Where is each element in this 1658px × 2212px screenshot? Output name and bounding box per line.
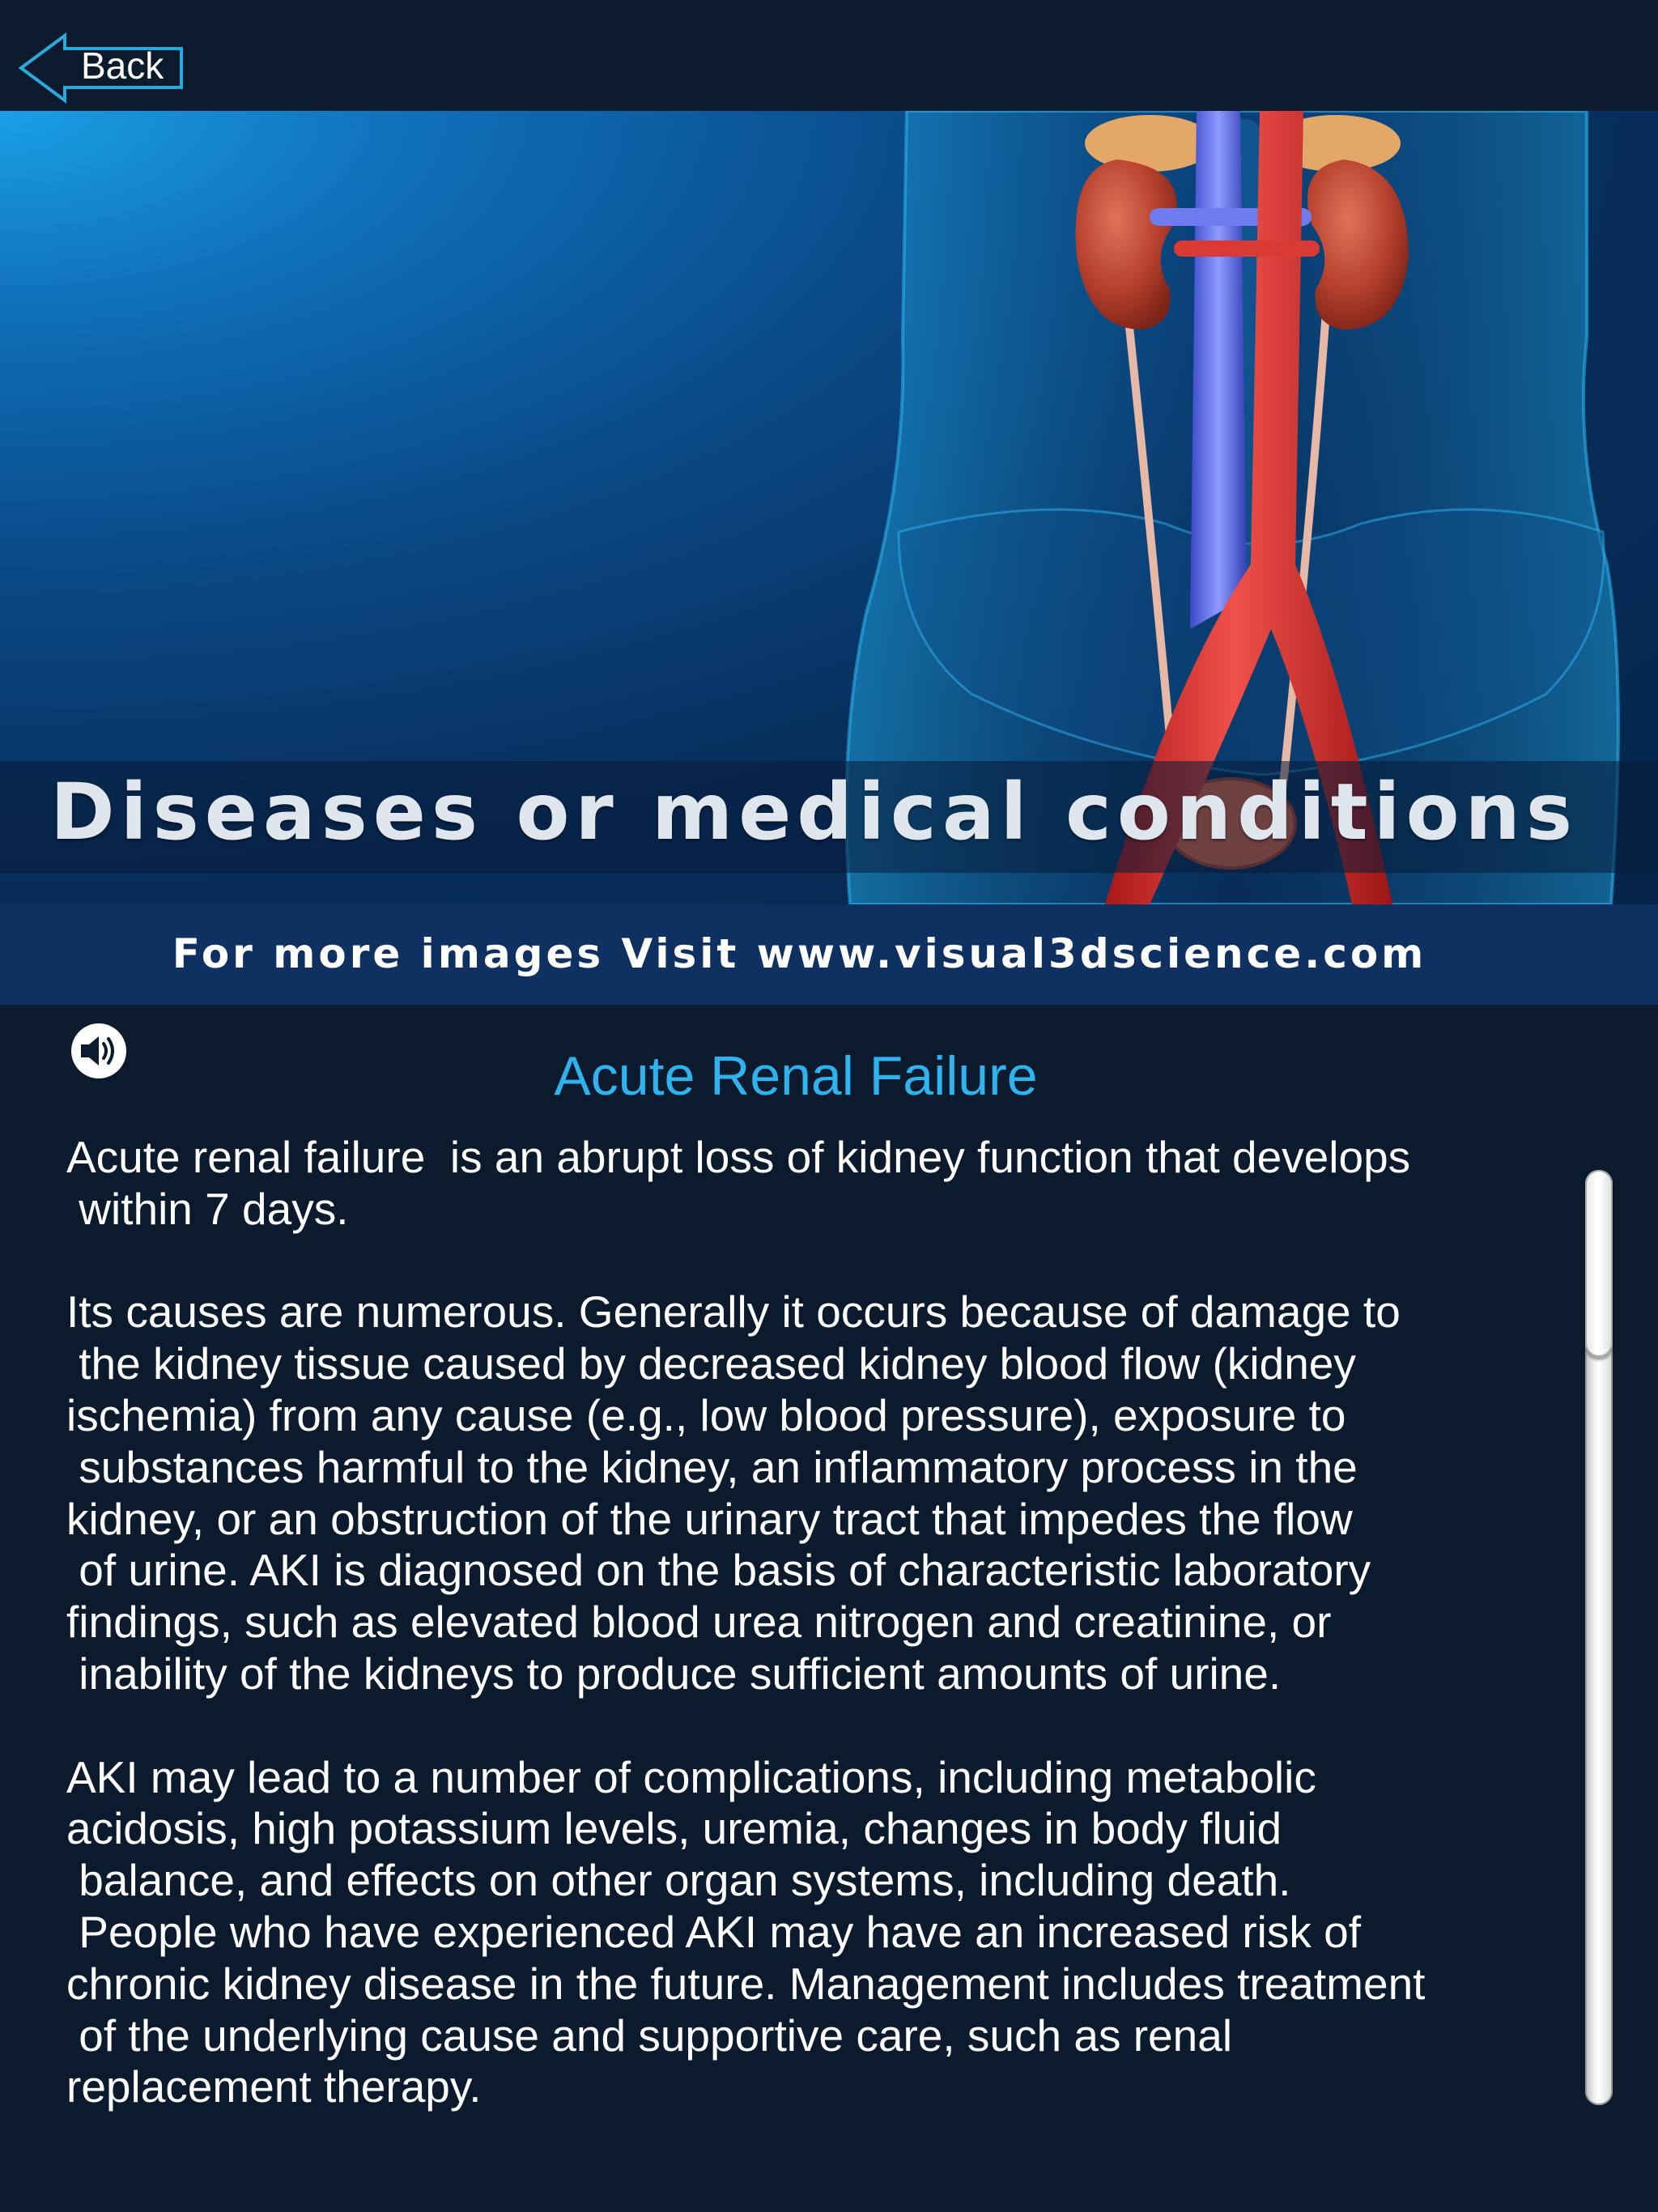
article-title: Acute Renal Failure [554, 1045, 1038, 1107]
scrollbar-thumb[interactable] [1585, 1170, 1613, 1357]
back-button[interactable] [18, 31, 185, 105]
article-body-text: Acute renal failure is an abrupt loss of kidney function that develops within 7 days. Its causes are numerous. Generally it occurs because of damage to the kidney tissue caused by decreased kidney blood flow (kidney ischemia) from any cause (e.g., low blood pressure), exposure to substances harmful to the kidney, an inflammatory process in the kidney, or an obstruction of the urinary tract that impedes the flow of urine. AKI is diagnosed on the basis of characteristic laboratory findings, such as elevated blood urea nitrogen and creatinine, or inability of the kidneys to produce sufficient amounts of urine. AKI may lead to a number of complications, including metabolic acidosis, high potassium levels, uremia, changes in body fluid balance, and effects on other organ systems, including death. People who have experienced AKI may have an increased risk of chronic kidney disease in the future. Management includes treatment of the underlying cause and supportive care, such as renal replacement therapy. [66, 1132, 1426, 2112]
promo-banner [0, 904, 1658, 1005]
hero-banner [0, 111, 1658, 904]
promo-link-text[interactable]: For more images Visit www.visual3dscience.com [172, 930, 1427, 977]
top-bar [0, 0, 1658, 111]
vertical-scrollbar[interactable] [1585, 1170, 1613, 2105]
back-button-label: Back [81, 45, 164, 87]
hero-title: Diseases or medical conditions [50, 767, 1578, 857]
